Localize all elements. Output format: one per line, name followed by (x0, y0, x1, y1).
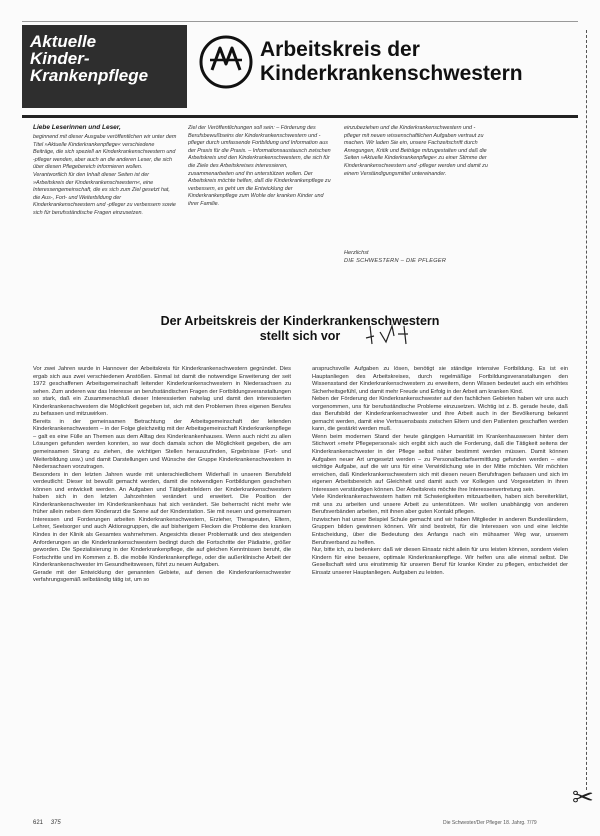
article-paragraph: Besonders in den letzten Jahren wurde mit unterschiedlichem Widerhall in unseren Berufsfeld verdeutlicht: Dieser ist bewußt gemacht werden, damit die notwendigen Fortbildungen geschehen können und entwickelt werden. An Aufgaben und Tätigkeitsfeldern der Kinderkrankenschwestern haben sich in den letzten Jahrzehnten verändert und erweitert. Die Position der Kinderkrankenschwester im Kinderkrankenhaus hat sich verändert. Sie beherrscht nicht mehr wie früher allein neben dem Kinderarzt die Szene auf der Kinderstation. Sie mit neuen und gemeinsamen Interessen und Forderungen arbeiten Kinderkrankenschwestern, Erzieher, Therapeuten, Eltern, Lehrer, Seelsorger und auch Aktionsgruppen, die auf bisherigem Flecken die Probleme des kranken Kindes in der Klinik als Gesamtes wahrnehmen. Angesichts dieser Problematik und des steigenden Anforderungen an die Kinderkrankenschwestern bedingt durch die Fortschritte der Pädiatrie, größer geworden. Die Spezialisierung in der Kinderkrankenpflege, die auf gleichen Kenntnissen beruht, die Fortschritte und im Kommen z. B. die mobile Kinderkrankenpflege, oder die außerklinische Arbeit der Kinderkrankenschwester im Gesundheitswesen, führt zu neuen Aufgaben. (33, 471, 291, 569)
top-rule (22, 21, 578, 22)
intro-column-2: Ziel der Veröffentlichungen soll sein: – Förderung des Berufsbewußtseins der Kinderkrankenschwestern und -pfleger durch umfassende Fortbildung und Information aus der Praxis für die Praxis. – Informationsaustausch zwischen Arbeitskreis und den Kinderkrankenschwestern, die sich für die Ziele des Arbeitskreises interessieren, zusammenarbeiten und ihn unterstützen wollen. Der Arbeitskreis möchte helfen, daß die Kinderkrankenpflege zu verbessern, es geht um die Entwicklung der Kinderkrankenpflege zum Wohle der kranken Kinder und ihrer Familie. (188, 125, 331, 207)
greeting: Liebe Leserinnen und Leser, (33, 124, 121, 131)
header-separator (22, 115, 578, 118)
article-paragraph: anspruchsvolle Aufgaben zu lösen, benötigt sie ständige intensive Fortbildung. Es ist ein Hauptanliegen des Arbeitskreises, durch regelmäßige Fortbildungsveranstaltungen den Wissensstand der Kinderkrankenschwestern zu erweitern, denn Wissen bedeutet auch ein erhöhtes Sicherheitsgefühl, und damit mehr Freude und Erfolg in der Arbeit am kranken Kind. (312, 366, 568, 395)
section-banner-title: Aktuelle Kinder- Krankenpflege (30, 32, 149, 85)
cut-line (586, 30, 587, 790)
article-paragraph: Gerade mit der Entwicklung der genannten Gebiete, auf denen die Kinderkrankenschwester verfahrungsgemäß selbständig tätig ist, um so (33, 569, 291, 584)
scissors-icon: ✂ (572, 782, 594, 812)
page-mark: 375 (50, 820, 61, 826)
article-title: Der Arbeitskreis der Kinderkrankenschwestern stellt sich vor (160, 314, 440, 343)
akk-circle-logo-icon (198, 34, 254, 90)
page-number: 621 (33, 820, 44, 826)
article-paragraph: Vor zwei Jahren wurde in Hannover der Arbeitskreis für Kinderkrankenschwestern gegründet. Dies ergab sich aus zwei verschiedenen Anstößen. Einmal ist damit die notwendige Erweiterung der seit 1972 geschaffenen Arbeitsgemeinschaft leitender Kinderkrankenschwestern in Niedersachsen zu sehen. Zum anderen war das Interesse an berufsständischen Fragen der Fortbildungsveranstaltungen so stark, daß ein Zusammenschluß dieser Interessierten nahelag und damit den interessierten Kinderkrankenschwestern die Möglichkeit gegeben ist, sich mit den Problemen ihres eigenen Berufes zu befassen und mitzuwirken. (33, 366, 291, 418)
section-banner (22, 25, 187, 108)
intro-column-3: einzubeziehen und die Kinderkrankenschwestern und -pfleger mit neuen wissenschaftlichen Aufgaben vertraut zu machen. Wir laden Sie ein, unsere Fachzeitschrift durch Anregungen, Kritik und Beiträge mitzugestalten und daß die Seiten »Aktuelle Kinderkrankenpflege« zu einer Stimme der Kinderkrankenschwestern und -pfleger werden und damit zu einem Verständigungsmittel untereinander. (344, 125, 488, 177)
page-footer-left (33, 820, 61, 826)
sign-off-label: Herzlichst (344, 250, 369, 256)
article-paragraph: Neben der Förderung der Kinderkrankenschwester auf den fachlichen Gebieten haben wir uns auch vorgenommen, uns für berufsständische Probleme einzusetzen. Wichtig ist z. B. gerade heute, daß das Berufsbild der Kinderkrankenschwester und ihre Arbeit auch in der Bevölkerung bekannt gemacht werden, damit eine Vertrauensbasis zwischen Eltern und den Patienten geschaffen werden kann, die gestärkt werden muß. (312, 396, 568, 433)
article-paragraph: Wenn beim modernen Stand der heute gängigen Humanität im Krankenhauswesen hinter dem Stichwort »mehr Pflegepersonal« sich ergibt sich auch die Forderung, daß die Tätigkeit seitens der Kinderkrankenschwester in der Pflege selbst näher bestimmt werden müssen. Damit können Aufgaben neuer Art umgesetzt werden – zu Personalbedarfsermittlung gefunden werden – eine wichtige Aufgabe, auf die wir uns für eine Verwirklichung wie in der Mitte möchten. Wir möchten erreichen, daß Kinderkrankenschwestern sich mit diesen neuen Berufsfragen befassen und sich im eigenen Arbeitsbereich auf Gleichheit und damit auch vor Kollegen und Vorgesetzten in ihren Interessen verständigen können. Der Arbeitskreis möchte ihre Interessenvertretung sein. (312, 433, 568, 493)
article-paragraph: Inzwischen hat unser Beispiel Schule gemacht und wir haben Mitglieder in anderen Bundesländern, Gruppen bilden gewinnen können. Wir sind bestrebt, für die Interessen von und eine leichte Entscheidung, über die Bedeutung des Anfangs nach ein mühsamer Weg war, unserem Berufsverband zu helfen. (312, 516, 568, 546)
article-paragraph: Viele Kinderkrankenschwestern hatten mit Schwierigkeiten mitzuarbeiten, haben sich bereiterklärt, mit uns zu arbeiten und unsere Arbeit zu unterstützen. Wir wollen unabhängig von anderen Berufsverbänden arbeiten, mit ihnen aber guten Kontakt pflegen. (312, 494, 568, 516)
article-paragraph: Nur, bitte ich, zu bedenken: daß wir diesen Einsatz nicht allein für uns leisten können, sondern vielen Kindern für eine bessere, optimale Kinderkrankenpflege. Wir helfen uns alle einmal selbst. Die Gesellschaft wird uns einstimmig für unseren Beruf für kranke Kinder zu pflegen, entscheidet der Einsatz unserer Hauptanliegen. Aufgaben zu leisten. (312, 547, 568, 576)
article-paragraph: Bereits in der gemeinsamen Betrachtung der Arbeitsgemeinschaft der leitenden Kinderkrankenschwestern – in der Folge gleichzeitig mit der Arbeitsgemeinschaft Kinderkrankenpflege – galt es eine Fülle an Themen aus dem Alltag des Kinderkrankenhauses. Wenn auch nicht zu allen Lösungen gefunden werden konnten, so war doch damals schon die Möglichkeit gegeben, die am gemeinsamen Strang zu ziehen, die wichtigen Stellen herauszufinden, Ergebnisse (Fort- und Weiterbildung usw.) und damit Darstellungen und Wünsche der Gruppe Kinderkrankenschwestern in Niedersachsen vorzutragen. (33, 418, 291, 471)
sign-off-name: DIE SCHWESTERN – DIE PFLEGER (344, 258, 447, 264)
journal-reference: Die Schwester/Der Pfleger 18. Jahrg. 7/79 (443, 820, 537, 826)
organization-title: Arbeitskreis der Kinderkrankenschwestern (260, 38, 523, 85)
article-column-2 (312, 366, 568, 818)
intro-column-1: beginnend mit dieser Ausgabe veröffentlichen wir unter dem Titel »Aktuelle Kinderkrankenpflege« verschiedene Beiträge, die sich speziell an Kinderkrankenschwestern und -pfleger wenden, aber auch an die anderen Leser, die sich über diesen Pflegebereich informieren wollen. Verantwortlich für den Inhalt dieser Seiten ist der »Arbeitskreis der Kinderkrankenschwestern«, eine Interessengemeinschaft, die es sich zum Ziel gesetzt hat, die Aus-, Fort- und Weiterbildung der Kinderkrankenschwestern und -pfleger zu verbessern sowie sich für berufsständische Fragen einzusetzen. (33, 134, 177, 216)
article-column-1 (33, 366, 291, 818)
handwritten-mark-icon (364, 322, 420, 346)
